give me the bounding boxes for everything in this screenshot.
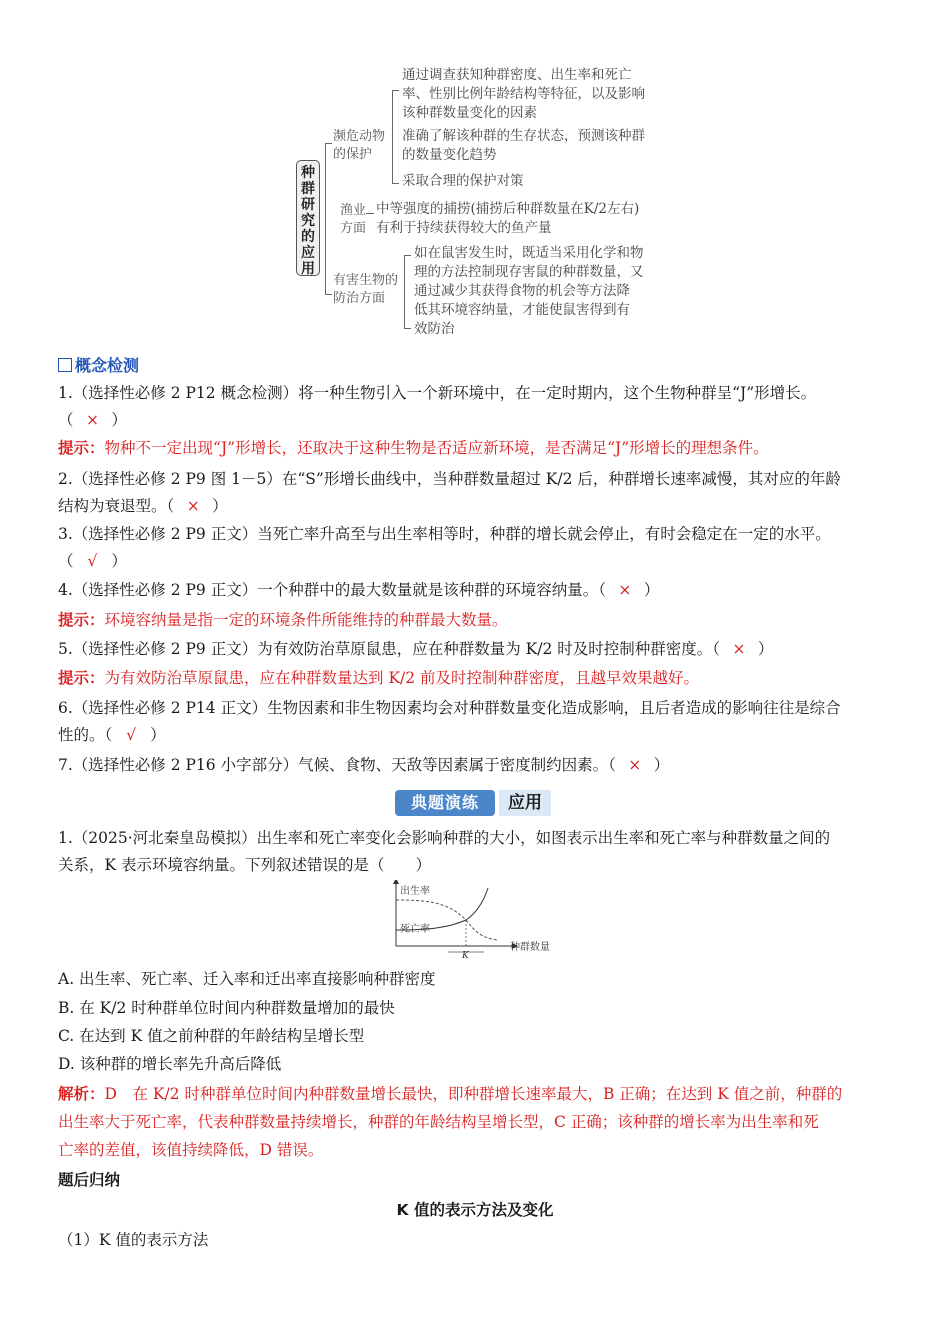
k-label: K [462,951,469,960]
branch-label-endangered: 濒危动物 的保护 [333,129,386,162]
question-4-hint: 提示：环境容纳量是指一定的环境条件所能维持的种群最大数量。 [58,610,508,629]
banner-label: 典题演练 [395,790,495,816]
question-5-hint: 提示：为有效防治草原鼠患，应在种群数量达到 K/2 前及时控制种群密度，且越早效果越好。 [58,668,700,687]
branch2-item: 中等强度的捕捞(捕捞后种群数量在K/2左右) 有利于持续获得较大的鱼产量 [376,201,640,236]
root-bracket [325,143,332,295]
root-char: 用 [301,261,315,277]
question-3: 3.（选择性必修 2 P9 正文）当死亡率升高至与出生率相等时，种群的增长就会停止，有时会稳定在一定的水平。 [58,525,831,543]
branch-label-pest: 有害生物的 防治方面 [333,273,399,306]
y-axis-arrow [393,880,399,884]
cross-mark: × [628,756,642,774]
question-2-cont: 结构为衰退型。（ × ） [58,493,892,519]
mc-question-stem: 1.（2025·河北秦皇岛模拟）出生率和死亡率变化会影响种群的大小，如图表示出生率和死亡率与种群数量之间的 [58,829,831,847]
branch2-connector [366,213,374,214]
checkbox-icon [58,358,72,372]
concept-check-title: 概念检测 [58,353,139,376]
analysis-cont-1: 出生率大于死亡率，代表种群数量持续增长，种群的年龄结构呈增长型，C 正确；该种群的增长率为出生率和死 [58,1113,819,1131]
cross-mark: × [85,411,99,429]
summary-item-1: （1）K 值的表示方法 [58,1231,209,1249]
branch3-item: 如在鼠害发生时，既适当采用化学和物 理的方法控制现存害鼠的种群数量，又 通过减少其获得食物的机会等方法降 低其环境容纳量，才能使鼠害得到有 效防治 [414,245,644,337]
cross-mark: × [732,640,746,658]
branch-label-fishery: 渔业 方面 [340,203,367,236]
option-a: A. 出生率、死亡率、迁入率和迁出率直接影响种群密度 [58,970,436,988]
branch1-item-1: 通过调查获知种群密度、出生率和死亡 率、性别比例年龄结构等特征，以及影响 该种群数量变化的因素 [402,67,645,121]
root-char: 应 [301,245,315,261]
check-mark: √ [126,726,137,744]
analysis-cont-2: 亡率的差值，该值持续降低，D 错误。 [58,1141,324,1159]
branch3-bracket [404,255,411,329]
root-char: 种 [301,165,315,181]
question-1-hint: 提示：物种不一定出现“J”形增长，还取决于这种生物是否适应新环境，是否满足“J”形增长的理想条件。 [58,438,769,457]
option-b: B. 在 K/2 时种群单位时间内种群数量增加的最快 [58,999,395,1017]
branch1-item-3: 采取合理的保护对策 [402,173,524,189]
birth-death-rate-figure [388,880,564,960]
root-char: 的 [301,229,315,245]
question-1: 1.（选择性必修 2 P12 概念检测）将一种生物引入一个新环境中，在一定时期内，这个生物种群呈“J”形增长。 [58,384,817,402]
root-char: 群 [301,181,315,197]
mc-question-stem-cont: 关系，K 表示环境容纳量。下列叙述错误的是（ ） [58,856,432,874]
cross-mark: × [186,497,200,515]
mind-map-root [296,160,320,276]
question-6: 6.（选择性必修 2 P14 正文）生物因素和非生物因素均会对种群数量变化造成影响，且后者造成的影响往往是综合 [58,699,841,717]
death-rate-label: 死亡率 [400,924,430,935]
branch1-bracket [392,90,399,184]
question-7: 7.（选择性必修 2 P16 小字部分）气候、食物、天敌等因素属于密度制约因素。（ × ） [58,752,892,778]
summary-title: 题后归纳 [58,1171,121,1189]
question-4: 4.（选择性必修 2 P9 正文）一个种群中的最大数量就是该种群的环境容纳量。（ × ） [58,577,892,603]
summary-subtitle: K 值的表示方法及变化 [396,1201,554,1219]
analysis: 解析：D 在 K/2 时种群单位时间内种群数量增长最快，即种群增长速率最大，B 正确；在达到 K 值之前，种群的 [58,1084,843,1103]
question-2: 2.（选择性必修 2 P9 图 1－5）在“S”形增长曲线中，当种群数量超过 K/2 后，种群增长速率减慢，其对应的年龄 [58,470,841,488]
question-3-answer: （ √ ） [58,548,892,574]
question-1-answer: （ × ） [58,407,892,433]
check-mark: √ [87,552,98,570]
question-5: 5.（选择性必修 2 P9 正文）为有效防治草原鼠患，应在种群数量为 K/2 时及时控制种群密度。（ × ） [58,636,892,662]
option-c: C. 在达到 K 值之前种群的年龄结构呈增长型 [58,1027,365,1045]
birth-rate-label: 出生率 [400,886,430,897]
cross-mark: × [618,581,632,599]
branch1-item-2: 准确了解该种群的生存状态，预测该种群 的数量变化趋势 [402,128,645,163]
option-d: D. 该种群的增长率先升高后降低 [58,1055,282,1073]
banner-tag: 应用 [499,790,551,816]
root-char: 研 [301,197,315,213]
question-6-cont: 性的。（ √ ） [58,722,892,748]
x-axis-label: 种群数量 [510,942,550,953]
root-char: 究 [301,213,315,229]
